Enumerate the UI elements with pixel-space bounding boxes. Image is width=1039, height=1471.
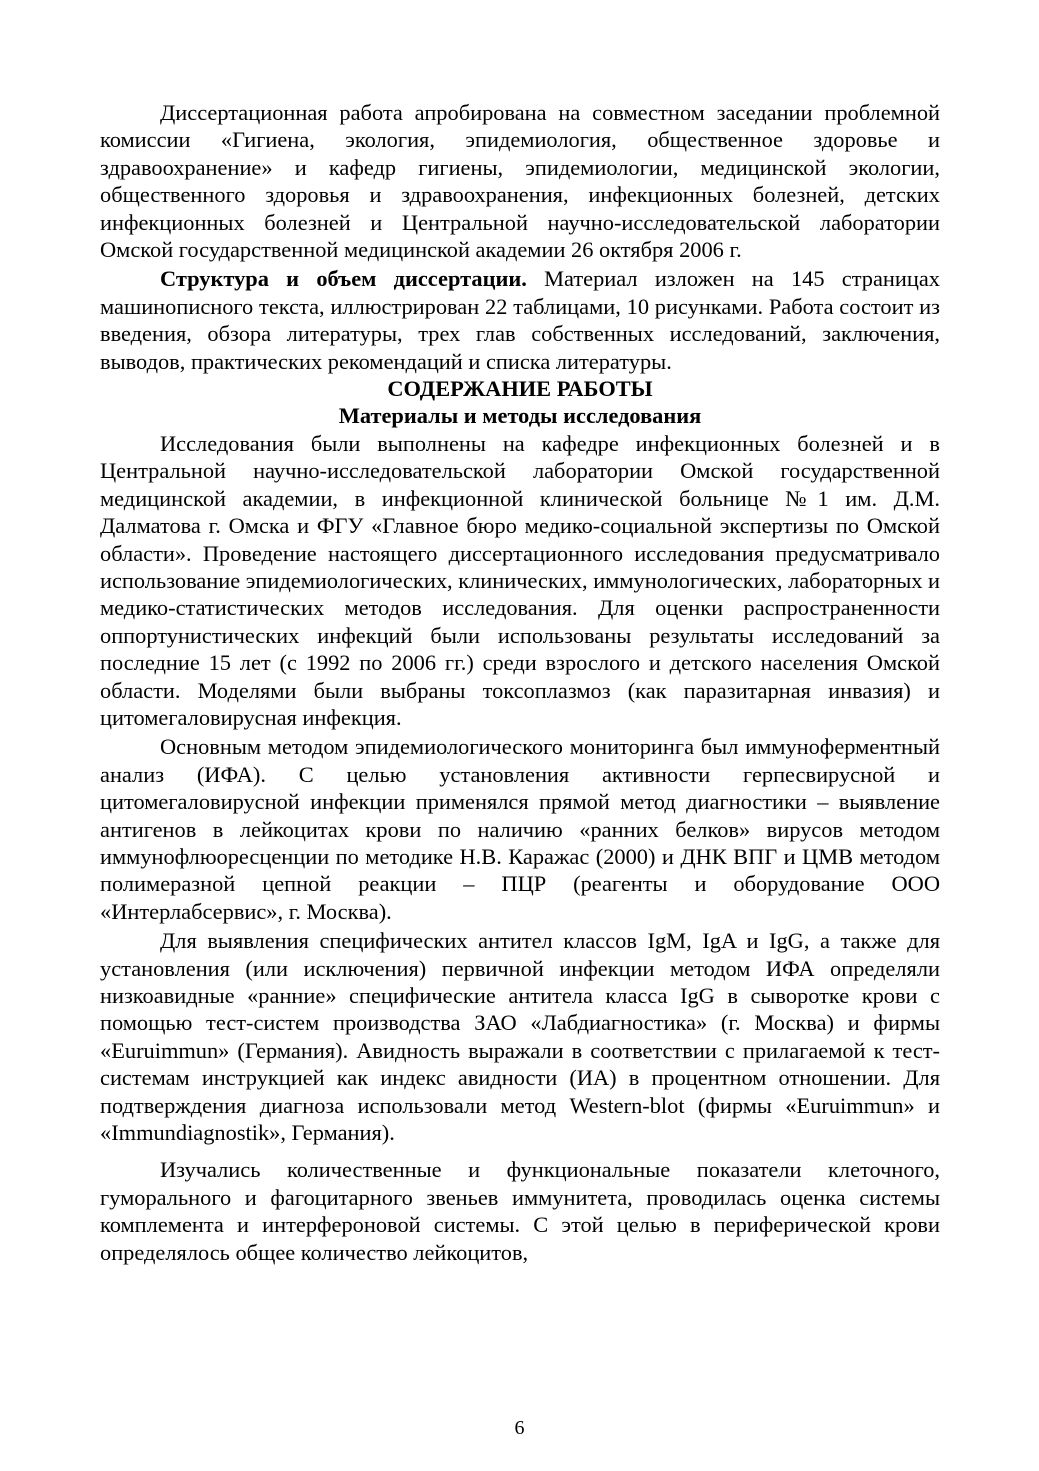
paragraph-approbation: Диссертационная работа апробирована на совместном заседании проблемной комиссии «Гигиена, экология, эпидемиология, общественное здоровье и здравоохранение» и кафедр гигиены, эпидемиологии, медицинской экологии, общественного здоровья и здравоохранения, инфекционных болезней, детских инфекционных болезней и Центральной научно-исследовательской лаборатории Омской государственной медицинской академии 26 октября 2006 г. [100, 100, 940, 263]
subsection-heading: Материалы и методы исследования [338, 403, 702, 429]
paragraph-immunity: Изучались количественные и функциональные показатели клеточного, гуморального и фагоцитарного звеньев иммунитета, проводилась оценка системы комплемента и интерфероновой системы. С этой целью в периферической крови определялось общее количество лейкоцитов, [100, 1157, 940, 1265]
document-page [100, 99, 940, 1266]
paragraph-structure-lead: Структура и объем диссертации. [160, 266, 527, 292]
paragraph-research-sites: Исследования были выполнены на кафедре инфекционных болезней и в Центральной научно-исследовательской лаборатории Омской государственной медицинской академии, в инфекционной клинической больнице №1 им. Д.М. Далматова г. Омска и ФГУ «Главное бюро медико-социальной экспертизы по Омской области». Проведение настоящего диссертационного исследования предусматривало использование эпидемиологических, клинических, иммунологических, лабораторных и медико-статистических методов исследования. Для оценки распространенности оппортунистических инфекций были использованы результаты исследований за последние 15 лет (с 1992 по 2006 гг.) среди взрослого и детского населения Омской области. Моделями были выбраны токсоплазмоз (как паразитарная инвазия) и цитомегаловирусная инфекция. [100, 430, 941, 730]
section-heading: СОДЕРЖАНИЕ РАБОТЫ [387, 376, 653, 402]
paragraph-structure [100, 265, 940, 375]
page-number: 6 [514, 1417, 525, 1439]
paragraph-antibodies: Для выявления специфических антител классов IgM, IgA и IgG, а также для установления (или исключения) первичной инфекции методом ИФА определяли низкоавидные «ранние» специфические антитела класса IgG в сыворотке крови с помощью тест-систем производства ЗАО «Лабдиагностика» (г. Москва) и фирмы «Euruimmun» (Германия). Авидность выражали в соответствии с прилагаемой к тест-системам инструкцией как индекс авидности (ИА) в процентном отношении. Для подтверждения диагноза использовали метод Western-blot (фирмы «Euruimmun» и «Immundiagnostik», Германия). [100, 928, 940, 1146]
paragraph-structure-text: Материал изложен на 145 страницах машинописного текста, иллюстрирован 22 таблицами, 10 рисунками. Работа состоит из введения, обзора литературы, трех глав собственных исследований, заключения, выводов, практических рекомендаций и списка литературы. [100, 266, 940, 374]
paragraph-main-method: Основным методом эпидемиологического мониторинга был иммуноферментный анализ (ИФА). С целью установления активности герпесвирусной и цитомегаловирусной инфекции применялся прямой метод диагностики – выявление антигенов в лейкоцитах крови по наличию «ранних белков» вирусов методом иммунофлюоресценции по методике Н.В. Каражас (2000) и ДНК ВПГ и ЦМВ методом полимеразной цепной реакции – ПЦР (реагенты и оборудование ООО «Интерлабсервис», г. Москва). [100, 734, 940, 924]
